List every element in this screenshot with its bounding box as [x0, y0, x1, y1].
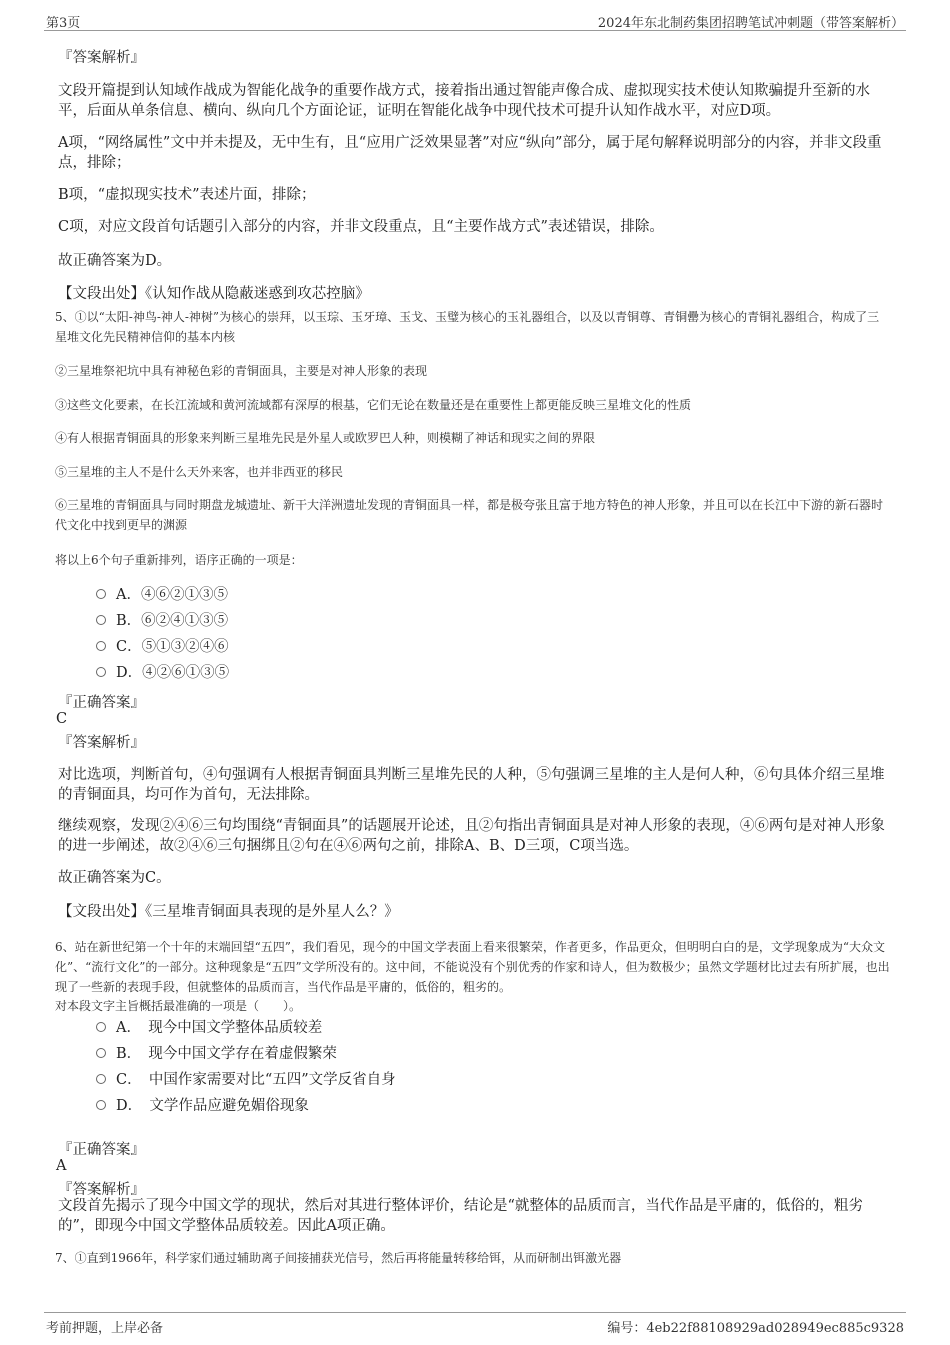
q5-sentence-5: ⑤三星堆的主人不是什么天外来客，也并非西亚的移民	[55, 465, 344, 479]
q5-option-c[interactable]	[96, 637, 229, 657]
q5-analysis-label: 『答案解析』	[58, 735, 145, 751]
q4-analysis-p4: C项，对应文段首句话题引入部分的内容，并非文段重点，且“主要作战方式”表述错误，排除。	[58, 219, 664, 235]
q4-source: 【文段出处】《认知作战从隐蔽迷惑到攻芯控脑》	[58, 286, 370, 302]
q5-option-d-label: D．④②⑥①③⑤	[116, 665, 230, 681]
q4-analysis-p2: A项，“网络属性”文中并未提及，无中生有，且“应用广泛效果显著”对应“纵向”部分，属于尾句解释说明部分的内容，并非文段重点，排除；	[58, 135, 882, 171]
q5-answer: C	[56, 711, 68, 727]
q4-analysis-p1: 文段开篇提到认知域作战成为智能化战争的重要作战方式，接着指出通过智能声像合成、虚拟现实技术使认知欺骗提升至新的水平，后面从单条信息、横向、纵向几个方面论证，证明在智能化战争中现代技术可提升认知作战水平，对应D项。	[58, 83, 870, 119]
radio-icon[interactable]	[96, 641, 106, 651]
q5-analysis-p1: 对比选项，判断首句，④句强调有人根据青铜面具判断三星堆先民的人种，⑤句强调三星堆的主人是何人种，⑥句具体介绍三星堆的青铜面具，均可作为首句，无法排除。	[58, 767, 885, 803]
radio-icon[interactable]	[96, 1100, 106, 1110]
q6-option-a[interactable]	[96, 1018, 322, 1038]
q5-option-c-label: C．⑤①③②④⑥	[116, 639, 229, 655]
q4-analysis-label: 『答案解析』	[58, 50, 145, 66]
q6-option-c[interactable]	[96, 1070, 396, 1090]
q5-answer-label: 『正确答案』	[58, 695, 145, 711]
q4-analysis-p3: B项，“虚拟现实技术”表述片面，排除；	[58, 187, 316, 203]
q6-answer: A	[56, 1158, 67, 1174]
q5-analysis-p2: 继续观察，发现②④⑥三句均围绕“青铜面具”的话题展开论述，且②句指出青铜面具是对神人形象的表现，④⑥两句是对神人形象的进一步阐述，故②④⑥三句捆绑且②句在④⑥两句之前，排除A、B、D三项，C项当选。	[58, 818, 885, 854]
q5-option-b-label: B．⑥②④①③⑤	[116, 613, 229, 629]
q5-prompt: 将以上6个句子重新排列，语序正确的一项是：	[55, 553, 303, 567]
q5-source: 【文段出处】《三星堆青铜面具表现的是外星人么？》	[58, 904, 399, 920]
q5-stem: 5、①以“太阳-神鸟-神人-神树”为核心的崇拜，以玉琮、玉牙璋、玉戈、玉璧为核心的玉礼器组合，以及以青铜尊、青铜罍为核心的青铜礼器组合，构成了三星堆文化先民精神信仰的基本内核	[55, 310, 880, 344]
radio-icon[interactable]	[96, 589, 106, 599]
radio-icon[interactable]	[96, 615, 106, 625]
document-title: 2024年东北制药集团招聘笔试冲刺题（带答案解析）	[597, 16, 904, 31]
footer-slogan: 考前押题，上岸必备	[46, 1321, 164, 1336]
q4-analysis-p5: 故正确答案为D。	[58, 253, 172, 269]
document-id: 编号：4eb22f88108929ad028949ec885c9328	[607, 1321, 904, 1336]
q5-sentence-3: ③这些文化要素，在长江流域和黄河流域都有深厚的根基，它们无论在数量还是在重要性上都更能反映三星堆文化的性质	[55, 398, 692, 412]
q6-option-b-label: B． 现今中国文学存在着虚假繁荣	[116, 1046, 337, 1062]
radio-icon[interactable]	[96, 1022, 106, 1032]
radio-icon[interactable]	[96, 667, 106, 677]
q5-option-a[interactable]	[96, 585, 228, 605]
page-header	[44, 10, 906, 31]
page-footer	[44, 1312, 906, 1337]
q6-option-b[interactable]	[96, 1044, 337, 1064]
q5-analysis-p3: 故正确答案为C。	[58, 870, 171, 886]
q6-analysis-p1: 文段首先揭示了现今中国文学的现状，然后对其进行整体评价，结论是“就整体的品质而言，当代作品是平庸的，低俗的，粗劣的”，即现今中国文学整体品质较差。因此A项正确。	[58, 1198, 863, 1234]
q6-option-d[interactable]	[96, 1096, 309, 1116]
radio-icon[interactable]	[96, 1074, 106, 1084]
radio-icon[interactable]	[96, 1048, 106, 1058]
q5-option-b[interactable]	[96, 611, 228, 631]
q6-option-c-label: C． 中国作家需要对比“五四”文学反省自身	[116, 1072, 396, 1088]
page-number: 第3页	[46, 16, 81, 31]
q5-sentence-6: ⑥三星堆的青铜面具与同时期盘龙城遗址、新干大洋洲遗址发现的青铜面具一样，都是极夸张且富于地方特色的神人形象，并且可以在长江中下游的新石器时代文化中找到更早的渊源	[55, 498, 884, 532]
q6-option-a-label: A． 现今中国文学整体品质较差	[116, 1020, 323, 1036]
q5-sentence-2: ②三星堆祭祀坑中具有神秘色彩的青铜面具，主要是对神人形象的表现	[55, 364, 428, 378]
q5-option-a-label: A．④⑥②①③⑤	[116, 587, 228, 603]
q7-stem: 7、①直到1966年，科学家们通过辅助离子间接捕获光信号，然后再将能量转移给铒，从而研制出铒激光器	[55, 1251, 622, 1265]
q6-prompt: 对本段文字主旨概括最准确的一项是（ ）。	[55, 999, 302, 1013]
q5-sentence-4: ④有人根据青铜面具的形象来判断三星堆先民是外星人或欧罗巴人种，则模糊了神话和现实之间的界限	[55, 431, 596, 445]
q6-stem: 6、站在新世纪第一个十年的末端回望“五四”，我们看见，现今的中国文学表面上看来很繁荣，作者更多，作品更众，但明明白白的是，文学现象成为“大众文化”、“流行文化”的一部分。这种现象是“五四”文学所没有的。这中间，不能说没有个别优秀的作家和诗人，但为数极少；虽然文学题材比过去有所扩展，也出现了一些新的表现手段，但就整体的品质而言，当代作品是平庸的，低俗的，粗劣的。	[55, 940, 890, 994]
q6-analysis-label: 『答案解析』	[58, 1182, 145, 1198]
q6-option-d-label: D． 文学作品应避免媚俗现象	[116, 1098, 309, 1114]
q6-answer-label: 『正确答案』	[58, 1142, 145, 1158]
q5-option-d[interactable]	[96, 663, 229, 683]
